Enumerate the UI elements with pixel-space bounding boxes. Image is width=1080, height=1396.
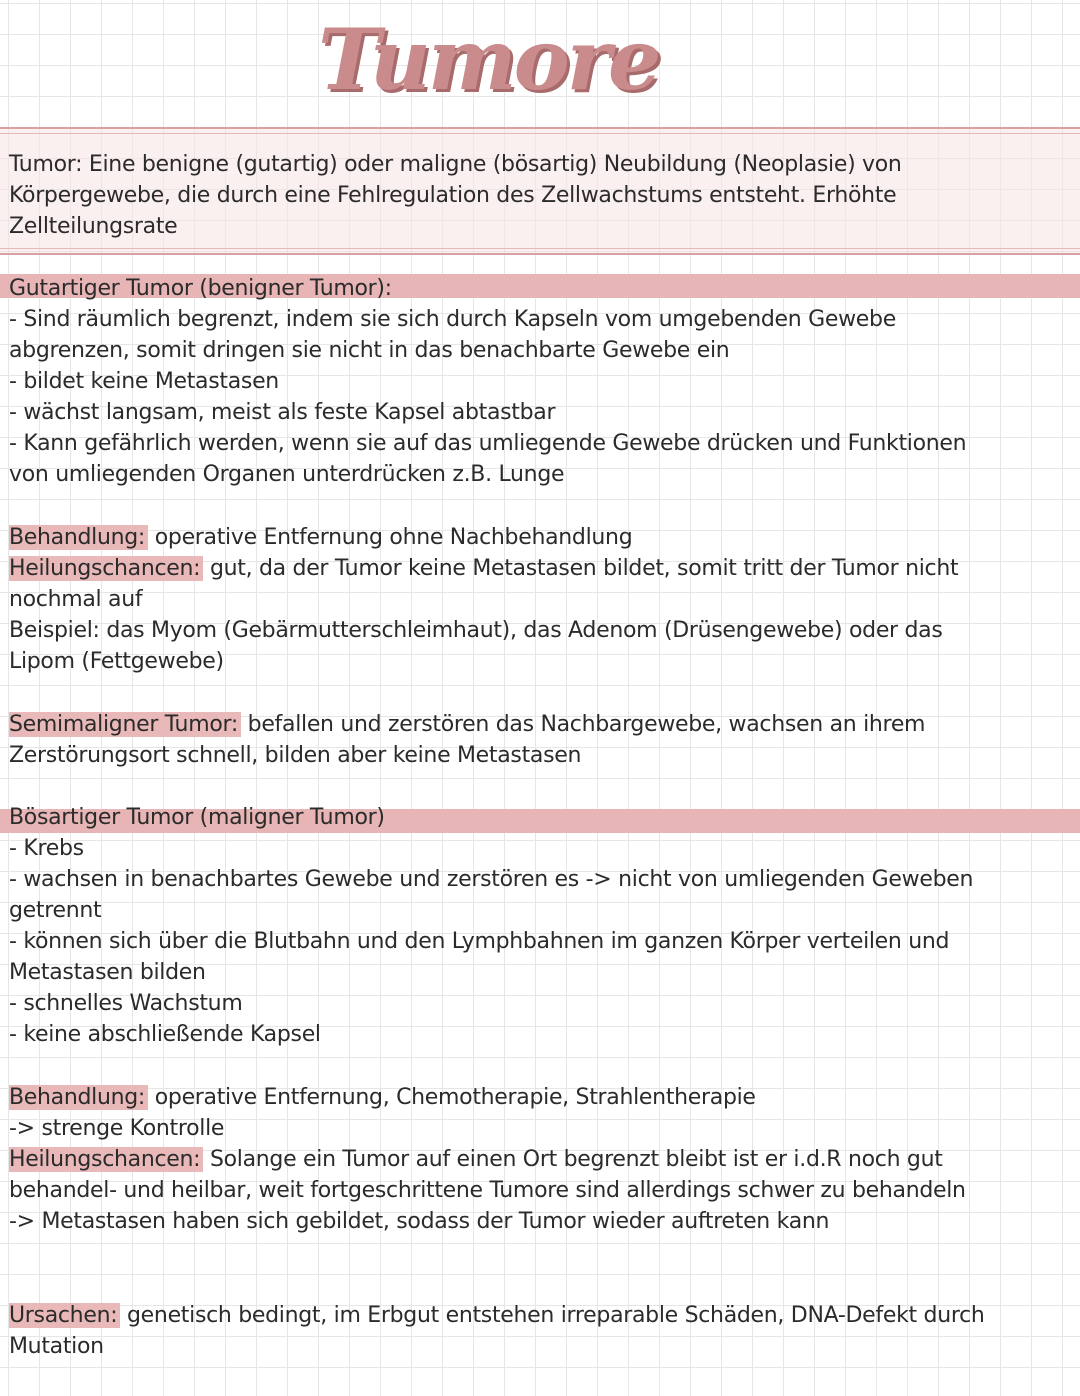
list-item: - bildet keine Metastasen bbox=[9, 369, 279, 394]
list-item: - Kann gefährlich werden, wenn sie auf das umliegende Gewebe drücken und Funktionen bbox=[9, 431, 967, 456]
definition-line: Zellteilungsrate bbox=[9, 214, 178, 239]
list-item: - Sind räumlich begrenzt, indem sie sich durch Kapseln vom umgebenden Gewebe bbox=[9, 307, 896, 332]
causes-cont: Mutation bbox=[9, 1334, 104, 1359]
malignant-healing-cont: -> Metastasen haben sich gebildet, sodass der Tumor wieder auftreten kann bbox=[9, 1209, 830, 1234]
highlight-label: Heilungschancen: bbox=[9, 1147, 203, 1172]
list-item: von umliegenden Organen unterdrücken z.B. Lunge bbox=[9, 462, 565, 487]
list-item: Metastasen bilden bbox=[9, 960, 206, 985]
semi-malignant-cont: Zerstörungsort schnell, bilden aber keine Metastasen bbox=[9, 743, 582, 768]
causes-line: Ursachen: genetisch bedingt, im Erbgut entstehen irreparable Schäden, DNA-Defekt durch bbox=[9, 1303, 985, 1328]
list-item: abgrenzen, somit dringen sie nicht in das benachbarte Gewebe ein bbox=[9, 338, 730, 363]
list-item: - keine abschließende Kapsel bbox=[9, 1022, 321, 1047]
list-item: - Krebs bbox=[9, 836, 84, 861]
highlight-label: Behandlung: bbox=[9, 1085, 148, 1110]
list-item: - schnelles Wachstum bbox=[9, 991, 243, 1016]
malignant-healing: Heilungschancen: Solange ein Tumor auf einen Ort begrenzt bleibt ist er i.d.R noch gut bbox=[9, 1147, 943, 1172]
list-item: - wächst langsam, meist als feste Kapsel abtastbar bbox=[9, 400, 556, 425]
benign-healing: Heilungschancen: gut, da der Tumor keine Metastasen bildet, somit tritt der Tumor nicht bbox=[9, 556, 959, 581]
section-heading-benign: Gutartiger Tumor (benigner Tumor): bbox=[9, 276, 392, 301]
highlight-label: Ursachen: bbox=[9, 1303, 120, 1328]
malignant-treatment-cont: -> strenge Kontrolle bbox=[9, 1116, 225, 1141]
benign-treatment: Behandlung: operative Entfernung ohne Nachbehandlung bbox=[9, 525, 633, 550]
definition-line: Tumor: Eine benigne (gutartig) oder maligne (bösartig) Neubildung (Neoplasie) von bbox=[9, 152, 902, 177]
list-item: - können sich über die Blutbahn und den Lymphbahnen im ganzen Körper verteilen und bbox=[9, 929, 950, 954]
highlight-label: Semimaligner Tumor: bbox=[9, 712, 241, 737]
highlight-label: Behandlung: bbox=[9, 525, 148, 550]
semi-malignant-line: Semimaligner Tumor: befallen und zerstören das Nachbargewebe, wachsen an ihrem bbox=[9, 712, 926, 737]
highlight-label: Heilungschancen: bbox=[9, 556, 203, 581]
section-heading-malignant: Bösartiger Tumor (maligner Tumor) bbox=[9, 805, 385, 830]
benign-example: Beispiel: das Myom (Gebärmutterschleimhaut), das Adenom (Drüsengewebe) oder das bbox=[9, 618, 943, 643]
list-item: getrennt bbox=[9, 898, 102, 923]
benign-example-cont: Lipom (Fettgewebe) bbox=[9, 649, 224, 674]
page-title: Tumore bbox=[318, 10, 659, 109]
list-item: - wachsen in benachbartes Gewebe und zerstören es -> nicht von umliegenden Geweben bbox=[9, 867, 974, 892]
malignant-treatment: Behandlung: operative Entfernung, Chemotherapie, Strahlentherapie bbox=[9, 1085, 756, 1110]
malignant-healing-cont: behandel- und heilbar, weit fortgeschrittene Tumore sind allerdings schwer zu behandeln bbox=[9, 1178, 966, 1203]
benign-healing-cont: nochmal auf bbox=[9, 587, 143, 612]
definition-line: Körpergewebe, die durch eine Fehlregulation des Zellwachstums entsteht. Erhöhte bbox=[9, 183, 897, 208]
